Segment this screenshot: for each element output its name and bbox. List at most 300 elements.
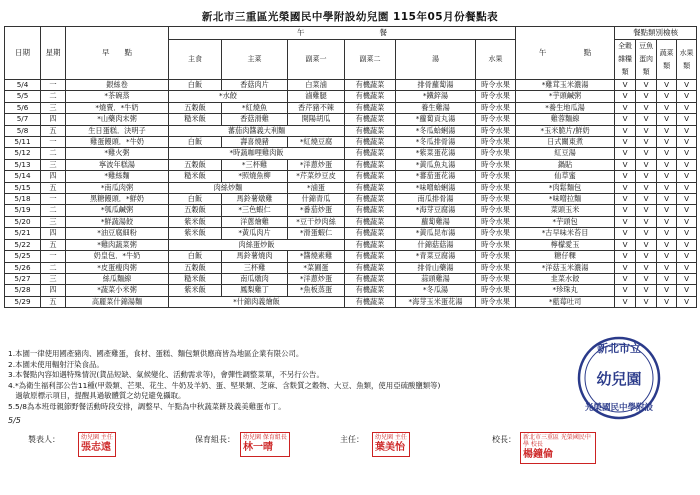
cell-pm-snack: 仙草蜜 <box>516 171 615 182</box>
check-mark-fruit: V <box>677 114 697 125</box>
check-mark-fruit: V <box>677 194 697 205</box>
cell-fruit: 時令水果 <box>476 137 516 148</box>
check-mark-veg: V <box>657 251 677 262</box>
check-mark-fruit: V <box>677 296 697 307</box>
maker-stamp-name: 張志遠 <box>81 442 111 453</box>
header-date: 日期 <box>5 27 41 80</box>
cell-soup: *青菜豆腐湯 <box>396 251 476 262</box>
director-stamp-title: 幼兒園 主任 <box>375 434 407 441</box>
table-row <box>5 296 697 307</box>
cell-weekday: 四 <box>41 114 66 125</box>
seal-middle-text: 幼兒園 <box>596 370 642 388</box>
table-row <box>5 216 697 227</box>
header-check-veg: 蔬菜類 <box>657 40 677 80</box>
cell-side2: 有機蔬菜 <box>345 251 396 262</box>
cell-am-snack: *雞絲麵 <box>66 171 169 182</box>
cell-weekday: 一 <box>41 80 66 91</box>
cell-weekday: 五 <box>41 182 66 193</box>
cell-weekday: 四 <box>41 228 66 239</box>
check-mark-grain: V <box>615 273 636 284</box>
check-mark-grain: V <box>615 148 636 159</box>
check-mark-protein: V <box>636 114 657 125</box>
maker-stamp <box>78 432 116 457</box>
check-mark-veg: V <box>657 80 677 91</box>
cell-weekday: 四 <box>41 171 66 182</box>
maker-label: 製表人： <box>28 435 60 444</box>
header-side2: 副菜二 <box>345 40 396 80</box>
check-mark-fruit: V <box>677 159 697 170</box>
check-mark-veg: V <box>657 148 677 159</box>
cell-am-snack: *雞火粥 <box>66 148 169 159</box>
cell-weekday: 三 <box>41 102 66 113</box>
cell-pm-snack: *芋頭包 <box>516 216 615 227</box>
cell-lunch-combined: 蕃茄肉醬義大利麵 <box>169 125 345 136</box>
table-row <box>5 194 697 205</box>
cell-side2: 有機蔬菜 <box>345 91 396 102</box>
check-mark-fruit: V <box>677 216 697 227</box>
cell-side1: *菜圃蛋 <box>288 262 345 273</box>
check-mark-fruit: V <box>677 91 697 102</box>
cell-date: 5/12 <box>5 148 41 159</box>
notes <box>8 349 568 413</box>
cell-fruit: 時令水果 <box>476 125 516 136</box>
cell-pm-snack: *味噌拉麵 <box>516 194 615 205</box>
cell-soup: 養生雞湯 <box>396 102 476 113</box>
cell-fruit: 時令水果 <box>476 239 516 250</box>
cell-am-snack: *茶碗蒸 <box>66 91 169 102</box>
check-mark-fruit: V <box>677 171 697 182</box>
cell-date: 5/27 <box>5 273 41 284</box>
check-mark-protein: V <box>636 251 657 262</box>
cell-lunch-combined: *時蔬咖哩雞肉飯 <box>169 148 345 159</box>
check-mark-grain: V <box>615 159 636 170</box>
cell-soup: 蒜頭雞湯 <box>396 273 476 284</box>
cell-weekday: 五 <box>41 239 66 250</box>
cell-soup: 排骨山藥湯 <box>396 262 476 273</box>
cell-am-snack: 絲瓜麵線 <box>66 273 169 284</box>
cell-staple: 糙米飯 <box>169 171 222 182</box>
check-mark-veg: V <box>657 285 677 296</box>
cell-side2: 有機蔬菜 <box>345 148 396 159</box>
check-mark-fruit: V <box>677 273 697 284</box>
cell-weekday: 二 <box>41 91 66 102</box>
cell-side1: 香芹豬不辣 <box>288 102 345 113</box>
check-mark-grain: V <box>615 125 636 136</box>
table-row <box>5 125 697 136</box>
cell-am-snack: 黑糖饅頭．*鮮奶 <box>66 194 169 205</box>
cell-am-snack: 寧波年糕湯 <box>66 159 169 170</box>
cell-date: 5/14 <box>5 171 41 182</box>
cell-staple: 五穀飯 <box>169 102 222 113</box>
cell-side2: 有機蔬菜 <box>345 273 396 284</box>
cell-main: 香菇肉片 <box>222 80 288 91</box>
table-row <box>5 114 697 125</box>
cell-pm-snack: 韭菜水餃 <box>516 273 615 284</box>
cell-fruit: 時令水果 <box>476 296 516 307</box>
table-row <box>5 148 697 159</box>
note-1: 1.本園一律使用國產豬肉、國產雞蛋，食材、蛋糕、麵包類供應商皆為地區企業有限公司。 <box>8 349 304 358</box>
signature-row <box>0 432 700 460</box>
check-mark-grain: V <box>615 194 636 205</box>
cell-soup: *海芽豆腐湯 <box>396 205 476 216</box>
check-mark-protein: V <box>636 239 657 250</box>
check-mark-veg: V <box>657 205 677 216</box>
check-mark-fruit: V <box>677 102 697 113</box>
table-row <box>5 91 697 102</box>
cell-am-snack: *瓠瓜鹹粥 <box>66 205 169 216</box>
cell-soup: *紫菜蛋花湯 <box>396 148 476 159</box>
table-row <box>5 228 697 239</box>
check-mark-grain: V <box>615 228 636 239</box>
check-mark-grain: V <box>615 114 636 125</box>
header-lunch: 午 餐 <box>169 27 516 40</box>
cell-pm-snack: 菜頭玉米 <box>516 205 615 216</box>
cell-fruit: 時令水果 <box>476 216 516 227</box>
check-mark-fruit: V <box>677 125 697 136</box>
cell-date: 5/8 <box>5 125 41 136</box>
check-mark-protein: V <box>636 285 657 296</box>
check-mark-protein: V <box>636 102 657 113</box>
check-mark-veg: V <box>657 91 677 102</box>
cell-am-snack: *油豆腐細粉 <box>66 228 169 239</box>
cell-pm-snack: 鍋貼 <box>516 159 615 170</box>
note-4: 4.*為衛生福利部公告11種(甲殼類、芒果、花生、牛奶及羊奶、蛋、堅果類、芝麻、含麩質之穀物、大豆、魚類，使用亞硫酸鹽類等) <box>8 380 441 390</box>
cell-am-snack: *雞肉蔬菜粥 <box>66 239 169 250</box>
check-mark-grain: V <box>615 251 636 262</box>
check-mark-fruit: V <box>677 239 697 250</box>
cell-fruit: 時令水果 <box>476 182 516 193</box>
cell-date: 5/25 <box>5 251 41 262</box>
cell-pm-snack: *古早味米苔目 <box>516 228 615 239</box>
cell-am-snack: *鮮蔬湯餃 <box>66 216 169 227</box>
cell-main: 馬鈴薯燒肉 <box>222 251 288 262</box>
check-mark-protein: V <box>636 148 657 159</box>
cell-fruit: 時令水果 <box>476 91 516 102</box>
cell-pm-snack: *洋菇玉米濃湯 <box>516 262 615 273</box>
check-mark-veg: V <box>657 216 677 227</box>
cell-fruit: 時令水果 <box>476 251 516 262</box>
cell-staple: 紫米飯 <box>169 216 222 227</box>
cell-date: 5/18 <box>5 194 41 205</box>
table-row <box>5 251 697 262</box>
cell-lunch-combined: *水餃 <box>169 91 288 102</box>
cell-am-snack: *燒賣．*牛奶 <box>66 102 169 113</box>
page-title: 新北市三重區光榮國民中學附設幼兒園 115年05月份餐點表 <box>201 11 499 23</box>
cell-fruit: 時令水果 <box>476 159 516 170</box>
cell-weekday: 二 <box>41 205 66 216</box>
check-mark-fruit: V <box>677 182 697 193</box>
cell-side2: 有機蔬菜 <box>345 262 396 273</box>
cell-date: 5/4 <box>5 80 41 91</box>
cell-staple: 白飯 <box>169 137 222 148</box>
cell-am-snack: *蔬菜小米粥 <box>66 285 169 296</box>
check-mark-grain: V <box>615 296 636 307</box>
principal-stamp-name: 楊鐘倫 <box>523 449 553 460</box>
cell-pm-snack: *藍莓吐司 <box>516 296 615 307</box>
cell-fruit: 時令水果 <box>476 80 516 91</box>
table-row <box>5 273 697 284</box>
cell-soup: *冬瓜排骨湯 <box>396 137 476 148</box>
cell-staple: 白飯 <box>169 80 222 91</box>
check-mark-fruit: V <box>677 137 697 148</box>
check-mark-veg: V <box>657 137 677 148</box>
cell-fruit: 時令水果 <box>476 273 516 284</box>
check-mark-protein: V <box>636 80 657 91</box>
check-mark-protein: V <box>636 205 657 216</box>
cell-fruit: 時令水果 <box>476 102 516 113</box>
nurse-stamp-title: 幼兒園 保育組長 <box>243 434 287 441</box>
header-pm-snack: 午 點 <box>516 27 615 80</box>
header-staple: 主食 <box>169 40 222 80</box>
principal-stamp-title: 新北市三重區 光榮國民中學 校長 <box>523 434 591 448</box>
table-row <box>5 171 697 182</box>
principal-stamp <box>520 432 596 464</box>
cell-side2: 有機蔬菜 <box>345 80 396 91</box>
cell-date: 5/7 <box>5 114 41 125</box>
check-mark-veg: V <box>657 159 677 170</box>
cell-pm-snack: 檸檬愛玉 <box>516 239 615 250</box>
header-side1: 副菜一 <box>288 40 345 80</box>
cell-main: *照燒魚柳 <box>222 171 288 182</box>
check-mark-protein: V <box>636 216 657 227</box>
cell-pm-snack: 日式關東煮 <box>516 137 615 148</box>
cell-lunch-combined: 肉絲炒麵 <box>169 182 288 193</box>
table-row <box>5 80 697 91</box>
cell-main: *三杯雞 <box>222 159 288 170</box>
cell-side2: 有機蔬菜 <box>345 285 396 296</box>
check-mark-grain: V <box>615 285 636 296</box>
cell-am-snack: 高麗菜什錦湯麵 <box>66 296 169 307</box>
cell-fruit: 時令水果 <box>476 262 516 273</box>
cell-soup: 什錦菇菇湯 <box>396 239 476 250</box>
table-row <box>5 159 697 170</box>
cell-side2: 有機蔬菜 <box>345 171 396 182</box>
cell-side2: 有機蔬菜 <box>345 125 396 136</box>
cell-side1: *洋蔥炒蛋 <box>288 273 345 284</box>
cell-soup: *冬瓜蛤蜊湯 <box>396 125 476 136</box>
header-check-grain: 全穀雜糧類 <box>615 40 636 80</box>
cell-main: 鳳梨雞丁 <box>222 285 288 296</box>
check-mark-veg: V <box>657 182 677 193</box>
cell-am-snack: 銀絲卷 <box>66 80 169 91</box>
cell-side1: *滷蛋 <box>288 182 345 193</box>
cell-side2: 有機蔬菜 <box>345 205 396 216</box>
table-row <box>5 285 697 296</box>
menu-table <box>4 26 697 308</box>
cell-am-snack: *山藥肉末粥 <box>66 114 169 125</box>
cell-weekday: 二 <box>41 148 66 159</box>
cell-staple: 白飯 <box>169 194 222 205</box>
header-main: 主菜 <box>222 40 288 80</box>
cell-side1: 滷雞腿 <box>288 91 345 102</box>
note-5: 5.5/8為本班母親節野餐活動時段安排，調整早、午點為中秋蔬菜餅及義美雞蛋布丁。 <box>8 401 286 411</box>
cell-side1: *紅燒豆腐 <box>288 137 345 148</box>
cell-soup: *海芽玉米蛋花湯 <box>396 296 476 307</box>
cell-main: *黃瓜肉片 <box>222 228 288 239</box>
director-label: 主任： <box>340 435 364 444</box>
cell-soup: *黃瓜昆布湯 <box>396 228 476 239</box>
check-mark-veg: V <box>657 228 677 239</box>
cell-date: 5/22 <box>5 239 41 250</box>
table-row <box>5 182 697 193</box>
cell-side2: 有機蔬菜 <box>345 159 396 170</box>
cell-staple: 五穀飯 <box>169 205 222 216</box>
school-seal <box>558 330 680 426</box>
cell-side2: 有機蔬菜 <box>345 137 396 148</box>
cell-staple: 紫米飯 <box>169 228 222 239</box>
cell-side1: 白菜滷 <box>288 80 345 91</box>
check-mark-grain: V <box>615 182 636 193</box>
note-3: 3.本餐點內容如遇特殊情況(貨品短缺、氣候變化、活動需求等)，會彈性調整菜單，不另行公告。 <box>8 370 324 380</box>
check-mark-grain: V <box>615 80 636 91</box>
cell-main: 洋蔥燴雞 <box>222 216 288 227</box>
check-mark-veg: V <box>657 114 677 125</box>
check-mark-protein: V <box>636 228 657 239</box>
cell-main: 壽喜燒豬 <box>222 137 288 148</box>
check-mark-veg: V <box>657 239 677 250</box>
cell-staple: 糙米飯 <box>169 114 222 125</box>
check-mark-grain: V <box>615 216 636 227</box>
header-check: 餐點類別檢核 <box>615 27 697 40</box>
check-mark-fruit: V <box>677 285 697 296</box>
check-mark-veg: V <box>657 273 677 284</box>
check-mark-grain: V <box>615 102 636 113</box>
check-mark-fruit: V <box>677 228 697 239</box>
cell-weekday: 一 <box>41 194 66 205</box>
cell-date: 5/28 <box>5 285 41 296</box>
cell-weekday: 四 <box>41 285 66 296</box>
check-mark-protein: V <box>636 182 657 193</box>
cell-date: 5/21 <box>5 228 41 239</box>
cell-pm-snack: 糖仔粿 <box>516 251 615 262</box>
check-mark-protein: V <box>636 171 657 182</box>
cell-soup: *蕃茄蛋花湯 <box>396 171 476 182</box>
cell-date: 5/13 <box>5 159 41 170</box>
cell-main: 香菇滑雞 <box>222 114 288 125</box>
cell-date: 5/6 <box>5 102 41 113</box>
cell-weekday: 一 <box>41 251 66 262</box>
cell-fruit: 時令水果 <box>476 194 516 205</box>
cell-soup: 南瓜排骨湯 <box>396 194 476 205</box>
cell-date: 5/5 <box>5 91 41 102</box>
note-2: 2.本園未使用輻射汙染食品。 <box>8 359 104 369</box>
cell-staple: 糙米飯 <box>169 273 222 284</box>
handwritten-date: 5/5 <box>8 416 21 425</box>
cell-side2: 有機蔬菜 <box>345 102 396 113</box>
cell-main: 馬鈴薯燉雞 <box>222 194 288 205</box>
check-mark-fruit: V <box>677 148 697 159</box>
cell-soup: *味噌蛤蜊湯 <box>396 182 476 193</box>
cell-staple: 白飯 <box>169 251 222 262</box>
cell-side2: 有機蔬菜 <box>345 194 396 205</box>
cell-am-snack: 奶皇包．*牛奶 <box>66 251 169 262</box>
cell-staple: 紫米飯 <box>169 285 222 296</box>
menu-body <box>5 80 697 308</box>
cell-soup: 排骨蘿蔔湯 <box>396 80 476 91</box>
cell-side1: *醬燒素雞 <box>288 251 345 262</box>
cell-am-snack: 雞蛋饅頭．*牛奶 <box>66 137 169 148</box>
cell-pm-snack: *養生地瓜湯 <box>516 102 615 113</box>
cell-am-snack: 生日蛋糕．決明子 <box>66 125 169 136</box>
check-mark-veg: V <box>657 194 677 205</box>
cell-am-snack: *南瓜肉粥 <box>66 182 169 193</box>
check-mark-grain: V <box>615 91 636 102</box>
cell-date: 5/11 <box>5 137 41 148</box>
cell-side1: *洋蔥炒蛋 <box>288 159 345 170</box>
cell-weekday: 一 <box>41 137 66 148</box>
cell-soup: *蘿蔔貢丸湯 <box>396 114 476 125</box>
check-mark-veg: V <box>657 296 677 307</box>
check-mark-protein: V <box>636 159 657 170</box>
cell-lunch-combined: 肉絲蛋炒飯 <box>169 239 345 250</box>
cell-weekday: 五 <box>41 296 66 307</box>
note-4-cont: 過敏原標示項目，提醒具過敏體質之幼兒避免攝取。 <box>8 391 186 401</box>
cell-fruit: 時令水果 <box>476 114 516 125</box>
check-mark-protein: V <box>636 125 657 136</box>
cell-weekday: 二 <box>41 262 66 273</box>
cell-weekday: 三 <box>41 273 66 284</box>
table-row <box>5 239 697 250</box>
cell-pm-snack: *芋頭鹹粥 <box>516 91 615 102</box>
cell-lunch-combined: *什錦肉義燴飯 <box>169 296 345 307</box>
seal-top-text: 新北市立 <box>597 342 641 355</box>
header-fruit: 水果 <box>476 40 516 80</box>
header-soup: 湯 <box>396 40 476 80</box>
cell-weekday: 五 <box>41 125 66 136</box>
director-stamp <box>372 432 410 457</box>
check-mark-protein: V <box>636 262 657 273</box>
table-row <box>5 102 697 113</box>
cell-pm-snack: *肉鬆麵包 <box>516 182 615 193</box>
check-mark-protein: V <box>636 273 657 284</box>
cell-date: 5/26 <box>5 262 41 273</box>
cell-soup: 蘿蔔雞湯 <box>396 216 476 227</box>
check-mark-protein: V <box>636 296 657 307</box>
cell-side2: 有機蔬菜 <box>345 239 396 250</box>
seal-bottom-text: 光榮國民中學附設 <box>584 403 654 413</box>
cell-side1: 什錦青瓜 <box>288 194 345 205</box>
check-mark-grain: V <box>615 205 636 216</box>
check-mark-grain: V <box>615 239 636 250</box>
check-mark-grain: V <box>615 137 636 148</box>
header-check-fruit: 水果類 <box>677 40 697 80</box>
nurse-stamp <box>240 432 290 457</box>
cell-weekday: 三 <box>41 216 66 227</box>
cell-side1: *豆干炒肉絲 <box>288 216 345 227</box>
check-mark-fruit: V <box>677 80 697 91</box>
cell-soup: *冬瓜湯 <box>396 285 476 296</box>
cell-side1: *魚板蒸蛋 <box>288 285 345 296</box>
cell-side1: *滑蛋蝦仁 <box>288 228 345 239</box>
cell-fruit: 時令水果 <box>476 171 516 182</box>
table-row <box>5 205 697 216</box>
cell-fruit: 時令水果 <box>476 285 516 296</box>
cell-soup: *鐵鋅湯 <box>396 91 476 102</box>
check-mark-veg: V <box>657 102 677 113</box>
check-mark-grain: V <box>615 171 636 182</box>
table-row <box>5 137 697 148</box>
header-check-protein: 豆魚蛋肉類 <box>636 40 657 80</box>
maker-stamp-title: 幼兒園 主任 <box>81 434 113 441</box>
check-mark-grain: V <box>615 262 636 273</box>
cell-weekday: 三 <box>41 159 66 170</box>
nurse-label: 保育組長： <box>195 435 235 444</box>
cell-staple: 五穀飯 <box>169 159 222 170</box>
cell-am-snack: *皮蛋瘦肉粥 <box>66 262 169 273</box>
cell-pm-snack: *珍珠丸 <box>516 285 615 296</box>
cell-staple: 五穀飯 <box>169 262 222 273</box>
nurse-stamp-name: 林一晴 <box>243 442 273 453</box>
